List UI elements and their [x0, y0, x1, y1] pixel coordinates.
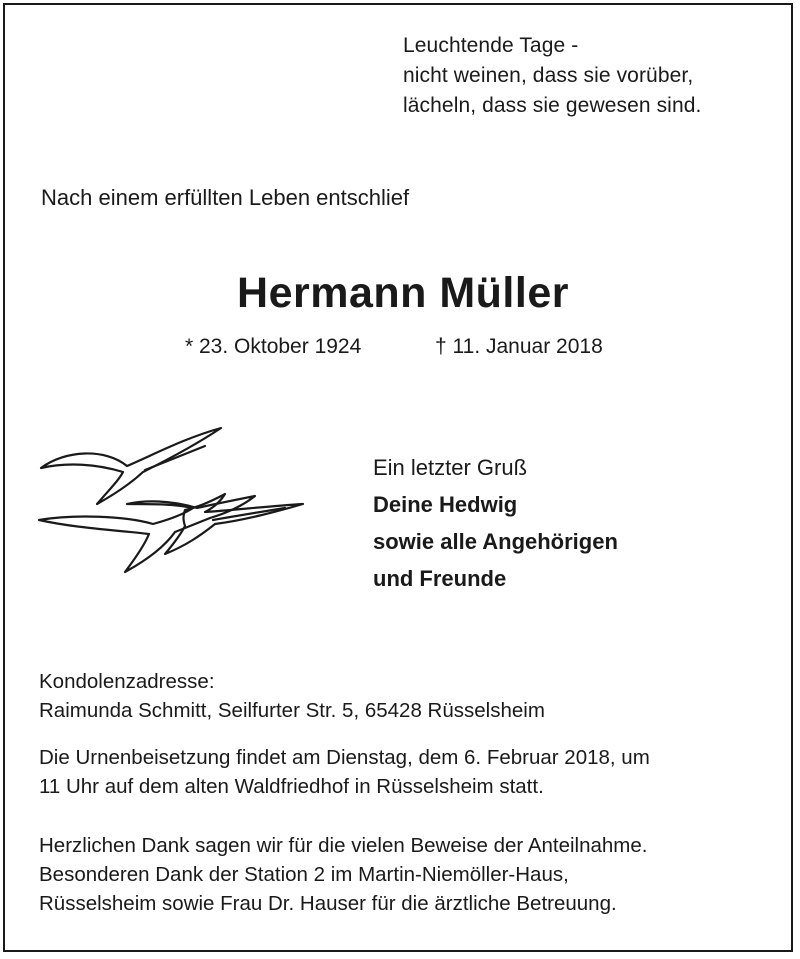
- condolence-label: Kondolenzadresse:: [39, 670, 215, 693]
- deceased-name: Hermann Müller: [237, 269, 569, 317]
- greeting: [373, 449, 618, 597]
- obituary-notice: [3, 3, 793, 952]
- burial-line: 11 Uhr auf dem alten Waldfriedhof in Rüsselsheim statt.: [39, 775, 544, 798]
- poem-line: lächeln, dass sie gewesen sind.: [403, 94, 702, 117]
- poem-line: Leuchtende Tage -: [403, 34, 579, 57]
- thanks-line: Rüsselsheim sowie Frau Dr. Hauser für die ärztliche Betreuung.: [39, 892, 617, 915]
- signatory-line: und Freunde: [373, 566, 507, 591]
- signatory-line: sowie alle Angehörigen: [373, 529, 618, 554]
- burial-info: [39, 743, 650, 801]
- thanks-line: Herzlichen Dank sagen wir für die vielen Beweise der Anteilnahme.: [39, 834, 648, 857]
- intro-text: Nach einem erfüllten Leben entschlief: [41, 185, 410, 210]
- flying-birds-icon: [35, 420, 315, 585]
- condolence-address: [39, 667, 545, 725]
- poem-line: nicht weinen, dass sie vorüber,: [403, 64, 694, 87]
- burial-line: Die Urnenbeisetzung findet am Dienstag, dem 6. Februar 2018, um: [39, 746, 650, 769]
- greeting-intro: Ein letzter Gruß: [373, 455, 528, 480]
- condolence-address-text: Raimunda Schmitt, Seilfurter Str. 5, 65428 Rüsselsheim: [39, 699, 545, 722]
- signatory-line: Deine Hedwig: [373, 492, 518, 517]
- thanks-line: Besonderen Dank der Station 2 im Martin-Niemöller-Haus,: [39, 863, 569, 886]
- thanks-text: [39, 831, 647, 918]
- death-date: † 11. Januar 2018: [435, 335, 603, 358]
- birth-date: * 23. Oktober 1924: [185, 335, 362, 358]
- poem: [403, 31, 701, 121]
